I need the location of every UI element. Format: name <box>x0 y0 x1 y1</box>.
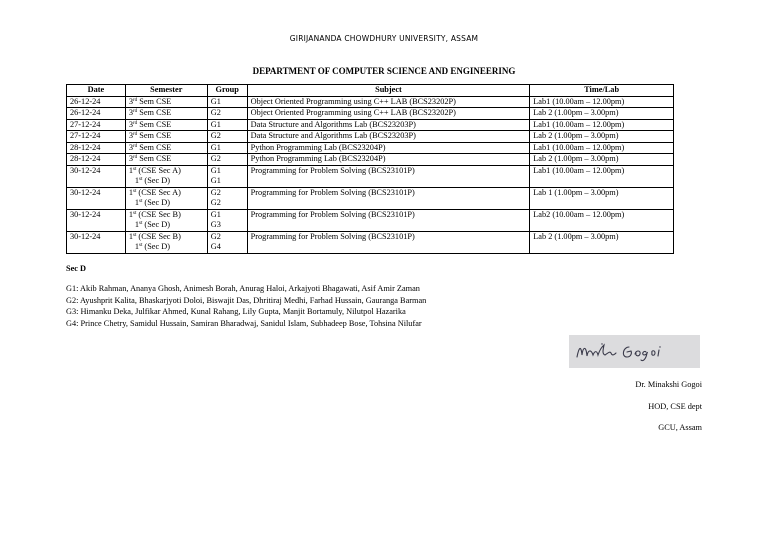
cell-semester: 3rd Sem CSE <box>125 96 207 108</box>
cell-semester: 3rd Sem CSE <box>125 119 207 131</box>
cell-semester: 1st (CSE Sec A) 1st (Sec D) <box>125 165 207 187</box>
cell-date: 30-12-24 <box>67 165 126 187</box>
cell-date: 28-12-24 <box>67 154 126 166</box>
cell-subject: Programming for Problem Solving (BCS23101P) <box>247 231 530 253</box>
cell-group: G2 <box>207 154 247 166</box>
signatory-designation: HOD, CSE dept <box>648 401 702 411</box>
cell-date: 26-12-24 <box>67 108 126 120</box>
table-row <box>67 187 674 209</box>
cell-subject: Python Programming Lab (BCS23204P) <box>247 154 530 166</box>
table-row <box>67 108 674 120</box>
cell-subject: Object Oriented Programming using C++ LAB (BCS23202P) <box>247 108 530 120</box>
column-header-subject: Subject <box>247 85 530 97</box>
cell-group: G1 <box>207 142 247 154</box>
column-header-semester: Semester <box>125 85 207 97</box>
cell-time-lab: Lab 2 (1.00pm – 3.00pm) <box>530 131 674 143</box>
table-row <box>67 231 674 253</box>
cell-group: G1 <box>207 119 247 131</box>
table-row <box>67 119 674 131</box>
cell-group: G2 <box>207 108 247 120</box>
cell-subject: Programming for Problem Solving (BCS23101P) <box>247 187 530 209</box>
group-members-g4: G4: Prince Chetry, Samidul Hussain, Samiran Bharadwaj, Sanidul Islam, Subhadeep Bose, Tohsina Nilufar <box>66 319 422 329</box>
cell-date: 30-12-24 <box>67 231 126 253</box>
cell-subject: Data Structure and Algorithms Lab (BCS23203P) <box>247 131 530 143</box>
column-header-group: Group <box>207 85 247 97</box>
cell-time-lab: Lab1 (10.00am – 12.00pm) <box>530 142 674 154</box>
cell-date: 28-12-24 <box>67 142 126 154</box>
signature-image <box>569 335 700 368</box>
cell-subject: Python Programming Lab (BCS23204P) <box>247 142 530 154</box>
cell-semester: 3rd Sem CSE <box>125 142 207 154</box>
cell-subject: Programming for Problem Solving (BCS23101P) <box>247 165 530 187</box>
cell-time-lab: Lab 2 (1.00pm – 3.00pm) <box>530 108 674 120</box>
cell-semester: 3rd Sem CSE <box>125 108 207 120</box>
department-title: DEPARTMENT OF COMPUTER SCIENCE AND ENGINEERING <box>252 66 516 76</box>
table-row <box>67 96 674 108</box>
cell-semester: 3rd Sem CSE <box>125 131 207 143</box>
cell-semester: 3rd Sem CSE <box>125 154 207 166</box>
cell-date: 26-12-24 <box>67 96 126 108</box>
cell-semester: 1st (CSE Sec A) 1st (Sec D) <box>125 187 207 209</box>
group-members-g1: G1: Akib Rahman, Ananya Ghosh, Animesh Borah, Anurag Haloi, Arkajyoti Bhagawati, Asif Amir Zaman <box>66 284 420 293</box>
cell-time-lab: Lab 2 (1.00pm – 3.00pm) <box>530 231 674 253</box>
cell-group: G1 <box>207 96 247 108</box>
sec-d-group-list <box>66 283 426 330</box>
cell-date: 30-12-24 <box>67 187 126 209</box>
cell-time-lab: Lab1 (10.00am – 12.00pm) <box>530 165 674 187</box>
signatory-name: Dr. Minakshi Gogoi <box>635 380 702 389</box>
cell-subject: Data Structure and Algorithms Lab (BCS23203P) <box>247 119 530 131</box>
table-header-row <box>67 85 674 97</box>
cell-group: G2 <box>207 131 247 143</box>
cell-time-lab: Lab 1 (1.00pm – 3.00pm) <box>530 187 674 209</box>
column-header-time-lab: Time/Lab <box>530 85 674 97</box>
cell-group: G1 G3 <box>207 209 247 231</box>
cell-date: 27-12-24 <box>67 119 126 131</box>
group-members-g2: G2: Ayushprit Kalita, Bhaskarjyoti Doloi, Biswajit Das, Dhritiraj Medhi, Farhad Hussain, Gauranga Barman <box>66 295 427 305</box>
cell-time-lab: Lab1 (10.00am – 12.00pm) <box>530 119 674 131</box>
cell-group: G2 G2 <box>207 187 247 209</box>
signature-block <box>635 374 702 439</box>
column-header-date: Date <box>67 85 126 97</box>
cell-date: 30-12-24 <box>67 209 126 231</box>
cell-time-lab: Lab2 (10.00am – 12.00pm) <box>530 209 674 231</box>
table-row <box>67 154 674 166</box>
signatory-place: GCU, Assam <box>658 423 702 432</box>
sec-d-title: Sec D <box>66 264 87 273</box>
university-name: GIRIJANANDA CHOWDHURY UNIVERSITY, ASSAM <box>289 34 479 43</box>
cell-subject: Object Oriented Programming using C++ LAB (BCS23202P) <box>247 96 530 108</box>
table-row <box>67 131 674 143</box>
table-row <box>67 209 674 231</box>
cell-time-lab: Lab 2 (1.00pm – 3.00pm) <box>530 154 674 166</box>
group-members-g3: G3: Himanku Deka, Julfikar Ahmed, Kunal Rahang, Lily Gupta, Manjit Bortamuly, Nilutpol Hazarika <box>66 307 406 317</box>
cell-semester: 1st (CSE Sec B) 1st (Sec D) <box>125 209 207 231</box>
cell-subject: Programming for Problem Solving (BCS23101P) <box>247 209 530 231</box>
table-row <box>67 165 674 187</box>
cell-group: G1 G1 <box>207 165 247 187</box>
table-row <box>67 142 674 154</box>
cell-time-lab: Lab1 (10.00am – 12.00pm) <box>530 96 674 108</box>
cell-date: 27-12-24 <box>67 131 126 143</box>
signature-scrawl-icon <box>569 335 700 368</box>
cell-group: G2 G4 <box>207 231 247 253</box>
lab-schedule-table <box>66 84 674 254</box>
cell-semester: 1st (CSE Sec B) 1st (Sec D) <box>125 231 207 253</box>
